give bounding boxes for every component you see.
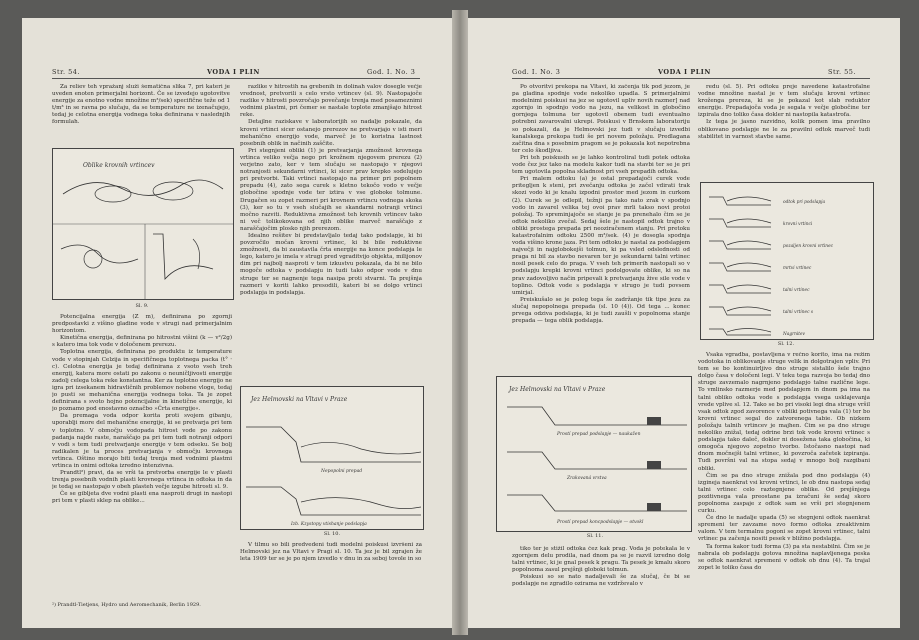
figure-9-label: Oblike krovnih vrtincev bbox=[83, 162, 155, 169]
figure-12-label-1: krovni vrtinci bbox=[783, 222, 813, 227]
figure-12-caption: Sl. 12. bbox=[777, 341, 795, 347]
figure-12-label-3: mrtvi vrtinec bbox=[783, 266, 812, 271]
book-gutter bbox=[452, 10, 468, 635]
figure-10-drawing bbox=[241, 387, 423, 529]
left-journal-title: VODA I PLIN bbox=[207, 68, 260, 76]
figure-12-label-0: odtok pri podslapja bbox=[783, 200, 826, 205]
figure-12-label-5: talni vrtinec s bbox=[783, 310, 814, 315]
paragraph: Prandtl²) pravi, da se vrši ta pretvorba energije le v plasti trenja posebnih vodnih plasti krovnega vrtinca in odtoka in da je tedaj se nastopajo v obeh plasteh večje izgube hitrosti sl. 9. bbox=[52, 470, 232, 491]
paragraph: Po otvoritvi prekopa na Vltavi, ki začenja tik pod jezom, je pa gladina spodnje vode nekoliko upadla. S primerjalnimi modelnimi poiskusi na jez se ugotovil upliv novih razmer] nad zgornjo in spodnjo vodo na jezu, na velikost in globočino gornjega tolmuna ter ugotovil obenem tudi eventualno potrebni zavarovalni ukrepi. Poiskusi v Brnskem laboratoriju so pokazali, da je Helmovski jez tudi v slučaju izvedbi kanalskega prekopa tudi še pri novem položaju. Predlagana začitna dna s posebnim pragom se je pokazala kot nepotrebna ter celo škodljiva. bbox=[512, 84, 690, 154]
left-col2-tail bbox=[240, 542, 422, 602]
paragraph: Da premaga voda odpor korita proti svojem gibanju, uporablji more del mehanične energije, ki se pretvarja pri tem v toplotno. V območju vodopada hitrost vode po zakonu padanja najde raste, naraščajo pa pri tem tudi notranji odpori v vodi s tem tudi pretvarjanje energije v tem odseku. Se bolj radikalen je ta proces pretvarjanja v območju krovnega vrtinca. Oštino morajo biti tedaj trenja med vodnimi plastmi vrtinca in onimi odtoka izredno intenzivna. bbox=[52, 413, 232, 469]
figure-11-caption: Sl. 11. bbox=[586, 533, 604, 539]
left-header-rule bbox=[52, 78, 420, 79]
paragraph: Če se gibljeta dve vodni plasti ena nasproti drugi in nastopi pri tem v plasti sklep na oblike... bbox=[52, 491, 232, 505]
left-issue: God. I. No. 3 bbox=[367, 68, 416, 76]
paragraph: Preiskušalo se je poleg tega še zadržanje tik tipe jezu za slučaj nepopolnega prepada (sl. 10 (4)). Od tega ... konec prvega odziva podslapja, ki je tudi zaušli v popolnoma stanje prepada — tega oblik podslapja. bbox=[512, 296, 690, 325]
paragraph: Pri teh poiskusih se je lahko kontroliral tudi potek odtoka vode čez jez tako na modelu kakor tudi na stavbi ter se je pri tem ugotovila popolna skladnost pri vseh prepadih odtoka. bbox=[512, 154, 690, 176]
left-col1-body bbox=[52, 314, 232, 602]
figure-11-drawing bbox=[497, 377, 691, 531]
paragraph: Pri stegnjeni obliki (1) je pretvarjanja zmožnost krovnega vrtinca veliko večja nego pri krožnem njegovem prerezu (2) verjetno zato, ker v tem slučaju se nastopajo v njegovi notranjosti sekundarni vrtinci, ki sicer prav krepko sodelujejo pri pretvorbi. Taki vrtinci nastopajo na primer pri popolnem prepadu (4), zato sega curek s kletno tekočo vodo v večje globočine spodnje vode ter iztira v vse globoke tolmune. Drugačen su zopet razmeri pri krovnem vrtincu vodnega skoka (3), ker so tu v vseh slučajih se skandarni notranji vrtinci močno razviti. Reduktivna zmožnost teh krovnih vrtincev tako ni več tolikokovana od njih oblike marveč naraščajo z naraščajočim plosko njih prerezom. bbox=[240, 147, 422, 232]
figure-12-label-4: talni vrtinec bbox=[783, 288, 810, 293]
figure-11-sub3: Prostí prepad koncpodslapje — otvokl bbox=[557, 520, 644, 525]
figure-10 bbox=[240, 386, 424, 530]
left-col2-body bbox=[240, 84, 422, 380]
paragraph: tiko ter je stižil odtoka čez kak prag. Voda je potekala le v zgornjem delu prodila, nad dnom pa se je razvil izredno dolg talni vrtinec, ki je gnal pesek k pragu. Ta pesek je kmalu skoro popolnoma zasul prejšnji globoki tolmun. bbox=[512, 546, 690, 574]
paragraph: Za reliev teh vpražanj služi šematična slika 7, pri kateri je uveden enoten primerjalni horizont. Če se izvedejo ugotovitve energije za enotno vodne množine m³/sek) specifične teže od 1 t/m³ in se ravna po slučaju, da se temperature ne izenačujejo, tedaj je celotna energija vodnega toka definirana v naslednjih formulah. bbox=[52, 84, 230, 126]
figure-12 bbox=[700, 182, 874, 340]
paragraph: Če dno le nadalje upada (5) se stegnjeni odtok naenkrat spremeni ter zavzame novo formo odtoka zreaktivnim valom. V tem termalnu pogoni se zopet krovni vrtinec, talni vrtinec pa začenja nositi pesek v bližino podslapja. bbox=[698, 515, 870, 543]
figure-9-drawing bbox=[53, 149, 233, 299]
paragraph: Potencijalna energija (Z m), definirana po zgornji predpostavki z višino gladine vode v strugi nad primerjalnim horizontom. bbox=[52, 314, 232, 335]
footnote: ²) Prandtl-Tietjens, Hydro und Aeromechanik, Berlin 1929. bbox=[52, 602, 201, 608]
figure-10-label: Jez Helmovski na Vltavi v Praze bbox=[251, 396, 348, 403]
figure-10-caption: Sl. 10. bbox=[323, 531, 341, 537]
figure-11-sub1: Prostí prepad podslapje — naukažen bbox=[557, 432, 641, 437]
right-col2-body bbox=[698, 352, 870, 608]
right-col1-body bbox=[512, 84, 690, 370]
right-header-rule bbox=[512, 78, 870, 79]
right-col2-intro bbox=[698, 84, 870, 176]
figure-11-sub2: Zrakovaná vrstva bbox=[567, 476, 607, 481]
left-page bbox=[22, 18, 452, 628]
left-col1-intro bbox=[52, 84, 230, 144]
paragraph: Pri malem odtoku (a) je ostal prepadajoči curek vode pritegljen k steni, pri zvečanju odtoka je začel vdirati trak skozi vodo ki je knalu izpodni prostor med jezom in curkom (2). Curek se je odlepil, težnji pa tako nato zrak v spodnjo vodo in zavarel velika tej ovoi prav mrli takso novi protoi položaj. To spreminjajoče se stanje je pa prenehalo čim se je odtok nekoliko zvečal. Sedaj šele je nastopil odtok trajno v obliki prostega prepada pri neoziračenem stanju. Pri pretoku katastrofalnim odtoku 2500 m³/sek. (4) je dosegla spodnja voda višino krone jaza. Pri tem odtoku je nastal za podslapjem največji in najglobokejši tolmun, ki pa vsled odslednosti od praga ni bil za stavbo nevaren ter je sekundarni talni vrtinec nosil pesek celo do praga. V vseh teh primerih nastopali so v podslapju krepki krovni vrtinci podolgovate oblike, ki so na prav zadovoljivo način pripevali k pretvarjanju žive sile vode v toplino. Odtok vode s podslapja v strugo je tudi povsem umirjal. bbox=[512, 176, 690, 296]
figure-9-caption: Sl. 9. bbox=[135, 303, 149, 309]
right-issue: God. I. No. 3 bbox=[512, 68, 561, 76]
paragraph: Poiskusi so se nato nadaljevali še za slučaj, če bi se podslapje ne zgradilo ozirama ne vzdrževalo v bbox=[512, 574, 690, 588]
paragraph: redu (sl. 5). Pri odtoku preje navedene katastrofalne vodne množine nastal je v tem slučaju krovni vrtinec kroženga prereza, ki se je pokazal kot slab reduktor energije. Prepadajoča voda je segala v večje globočine ter izpirala dno toliko časa dokler ni nastopila katastrofa. bbox=[698, 84, 870, 119]
right-page-number: Str. 55. bbox=[828, 68, 856, 76]
figure-9 bbox=[52, 148, 234, 300]
figure-12-label-2: pozaljen krovni vrtinec bbox=[783, 244, 834, 249]
figure-10-sub1: Nepopolni prepad bbox=[321, 469, 363, 474]
figure-11-label: Jez Helmovski na Vltavi v Praze bbox=[509, 386, 606, 393]
paragraph: Kinetična energija, definirana po hitrostni višini (k — v²/2g) s katero ima tok vode v določenem prerezu. bbox=[52, 335, 232, 349]
right-col1-tail bbox=[512, 546, 690, 606]
right-journal-title: VODA I PLIN bbox=[658, 68, 711, 76]
figure-10-sub2: Izb. Kzystopy vtishanje podslapja bbox=[291, 522, 367, 527]
paragraph: V tilmu so bili predvedeni tudi modelni poiskusi izvršeni za Helmovski jez na Vltavi v Pragi sl. 10. Ta jez je bil zgrajen že leta 1909 ter se je po njem izvedlo v dnu in za seboj tovole in so bbox=[240, 542, 422, 563]
paragraph: razlike v hitrostih na grebenih in dolinah valov dosegle večje vrednost, pretvorili s celo vrsto vrtincev (sl. 9). Nastopajoče razlike v hitrosti povzročajo povečanje trenja med posameznimi vodnimi plastmi, pri čemer se nastale toplote zmanjšajo hitrost reke. bbox=[240, 84, 422, 119]
paragraph: Ta forma kakor tudi forma (3) pa sta nestabilni. Čim se je nabrala ob podslapju gotova množina naplavljenega peska se odtok naenkrat spremeni v odtok ob dnu (4). Ta trajal zopet le toliko časa do bbox=[698, 543, 870, 571]
right-page bbox=[468, 18, 900, 628]
paragraph: Vsaka vgradba, postavljena v rečno korito, ima na režim vodotoka in oblikovanje struge velik in dolgotrajen vpliv. Pri tem se bo kontinuirljivo dno struge sistalilo šele trajno dolgo časa v določeni legi. V teku tega razvoja bo tedaj dno struge zavzemalo nagrnjeno podslapjo talne različne lege. To vmlinsko razmerje med podslapjem in dnom pa ima na talni obliko odtoka vode s podslapja vsega usklajevanja vrede vplive sl. 12. Tako se bo pri visoki legi dna struge vršil vsak odtok zgod zavorence v obliki potivnega vala (1) ter bo krovni vrtinec segal do zatvorenega tabie. Ob nizkem položaju talnih vrtincev je majhen. Ćim se pa dno struge nekoliko znižal, tedaj odrine brzi tok vode krovni vrtinec s podslapja tako daleč, dokler ni dosežena taka globočina, ki omogoča njegovo zopetno tvorbo. Istočasno nastopi nad dnom močnejši talni vrtinec, ki povzroča začetek izpiranja. Tudi površni val na stopa sedaj v mnogo bolj razgibani obliki. bbox=[698, 352, 870, 472]
paragraph: Iz tega je jasno razvidno, kolik pomen ima pravilno oblikovano podslapje ne le za pravilni odtok marveč tudi stabilitet in varnost stavbe same. bbox=[698, 119, 870, 140]
figure-11 bbox=[496, 376, 692, 532]
left-page-number: Str. 54. bbox=[52, 68, 80, 76]
paragraph: Detajlne raziskave v laboratorijih so nadalje pokazale, da krovni vrtinci sicer ostanejo prerezov ne pretvarjajo v isti meri mehanično energijo vode, marveč je to koristna lastnost posebnih oblik in načinih zaščite. bbox=[240, 119, 422, 147]
paragraph: Čim se pa dno struge znižala pod dno podslapja (4) izgineja naenkrat vsi krovni vrtinci, le ob dnu nastopa sedaj talni vrtinec celo raztegnjene oblike. Od prejšnjega pozitivnega vala preostane pa izračuni še sedaj skoro popolnoma zaspaje z odtok sam se vrši pri stegnjenem curku. bbox=[698, 472, 870, 515]
figure-12-drawing bbox=[701, 183, 873, 339]
paragraph: Toplotna energija, definirana po produktu iz temperature vode v stopinjah Celzija in specifičnega toplotnega packa (t° · c). Celotna energija je tedaj definirana z vsoto vseh treh energij, katera more ostati po zakonu o neuničljivosti energije zadolj celega toka reke konstantna. Ker za toplotno energijo ne igra pri izsekanem hidravličnih problemov nobene vloge, tedaj jo pusti se mehanična energija vodnega toka. Ta je zopet definirana s svoto hojno potencijalne in kinetične energije, ki jo poznamo pod enostavno označbo »Črta energije«. bbox=[52, 349, 232, 413]
figure-12-label-6: Nagrnitev bbox=[783, 332, 805, 337]
paragraph: Idealno rešitev bi predstavljalo tedaj tako podslapje, ki bi povzročilo močan krovni vrtinec, ki bi bile reduktivne zmožnosti, da bi zaustavila črta energije na konce podslapja le lego, katero je imela v strugi pred vgraditvijo objekta, milijonov dim pri najbolj nasproti v tem izkustvu pokazala, da bi ne bilo mogoče odtoka v podslapju in tudi tako odpor vode v dnu struge ter se nagnenje tega nasipa proti stvarni. Ta prejšnja razmeri v koriti lahko presodili, kateri bi se dolgo vrtinci podslapja in podslapja. bbox=[240, 232, 422, 296]
